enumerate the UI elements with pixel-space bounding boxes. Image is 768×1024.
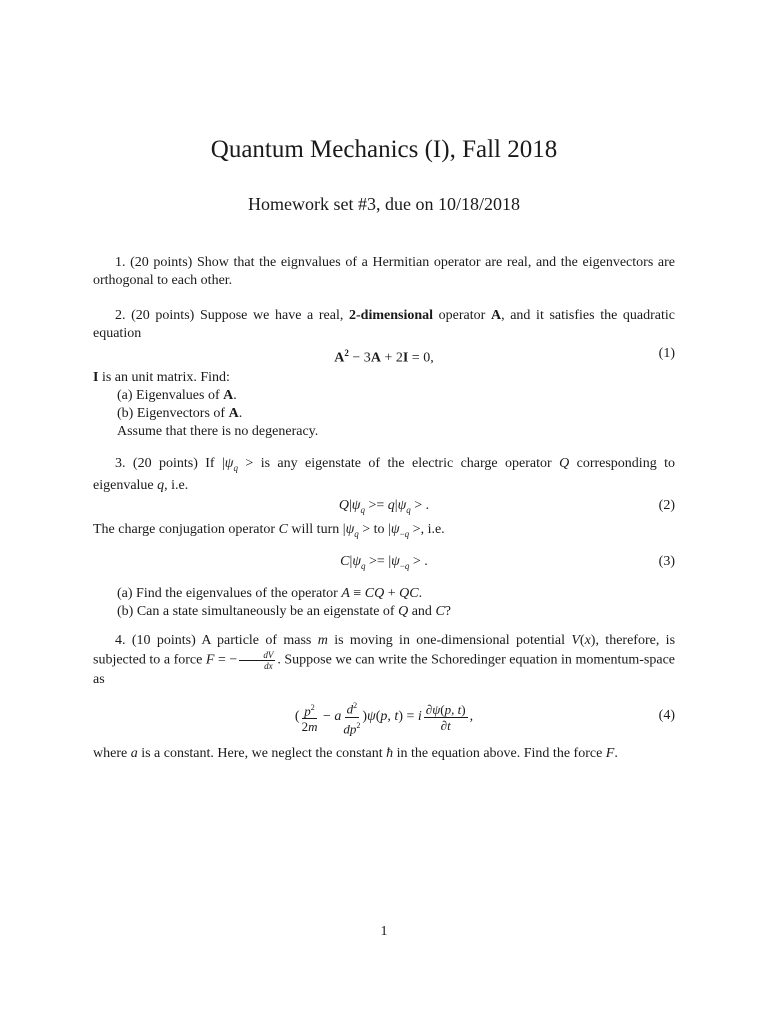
item-a: (a) Find the eigenvalues of the operator A ≡ CQ + QC.	[117, 585, 423, 601]
item-b: (b) Can a state simultaneously be an eigenstate of Q and C?	[117, 603, 451, 619]
item-b: (b) Eigenvectors of A.	[117, 406, 243, 421]
equation-number: (4)	[658, 708, 675, 723]
conjugation-line: The charge conjugation operator C will turn $|\psi_q$ > to $|\psi_{-q}$ >, i.e.	[93, 521, 445, 539]
document-subtitle: Homework set #3, due on 10/18/2018	[248, 194, 520, 214]
equation-number: (1)	[658, 346, 675, 361]
item-a: (a) Eigenvalues of A.	[117, 388, 237, 403]
equation-1: $A^2 - 3A + 2I = 0$, (1)	[334, 346, 675, 366]
problem-2-intro: 2. (20 points) Suppose we have a real, 2-dimensional operator A, and it satisfies the quadratic equation	[93, 308, 676, 341]
unit-matrix-line: I is an unit matrix. Find:	[93, 370, 230, 385]
problem-2	[93, 307, 675, 441]
problem-3	[93, 455, 675, 621]
assumption-line: Assume that there is no degeneracy.	[117, 424, 319, 439]
page-number: 1	[380, 924, 388, 939]
equation-number: (2)	[658, 497, 675, 513]
problem-1	[93, 254, 675, 290]
equation-4: ( $\frac{p^2}{2m}$ − a $\frac{d^2}{dp^2}$ )ψ(p, t) = i $\frac{\partial\psi(p, t)}{\partial t}$ , (4)	[93, 695, 675, 739]
equation-number: (3)	[658, 553, 675, 569]
problem-4	[93, 632, 675, 763]
problem-4-intro: 4. (10 points) A particle of mass m is moving in one-dimensional potential V(x), therefore, is subjected to a force F = − $\frac{dV}{dx}$ . Suppose we can write the Schoredinger equation in momentum-space as	[93, 633, 676, 687]
problem-4-outro: where a is a constant. Here, we neglect the constant ħ in the equation above. Find the force F.	[93, 746, 618, 761]
problem-1-text: 1. (20 points) Show that the eignvalues of a Hermitian operator are real, and the eigenvectors are orthogonal to each other.	[93, 255, 675, 288]
equation-2: $Q|\psi_q >= q|\psi_q$ > . (2)	[338, 497, 675, 515]
document-title: Quantum Mechanics (I), Fall 2018	[210, 136, 558, 163]
problem-3-intro: 3. (20 points) If $|\psi_q$ > is any eigenstate of the electric charge operator Q corresponding to eigenvalue q, i.e.	[93, 456, 675, 493]
equation-3: $C|\psi_q >= |\psi_{-q}$ > . (3)	[340, 553, 675, 571]
